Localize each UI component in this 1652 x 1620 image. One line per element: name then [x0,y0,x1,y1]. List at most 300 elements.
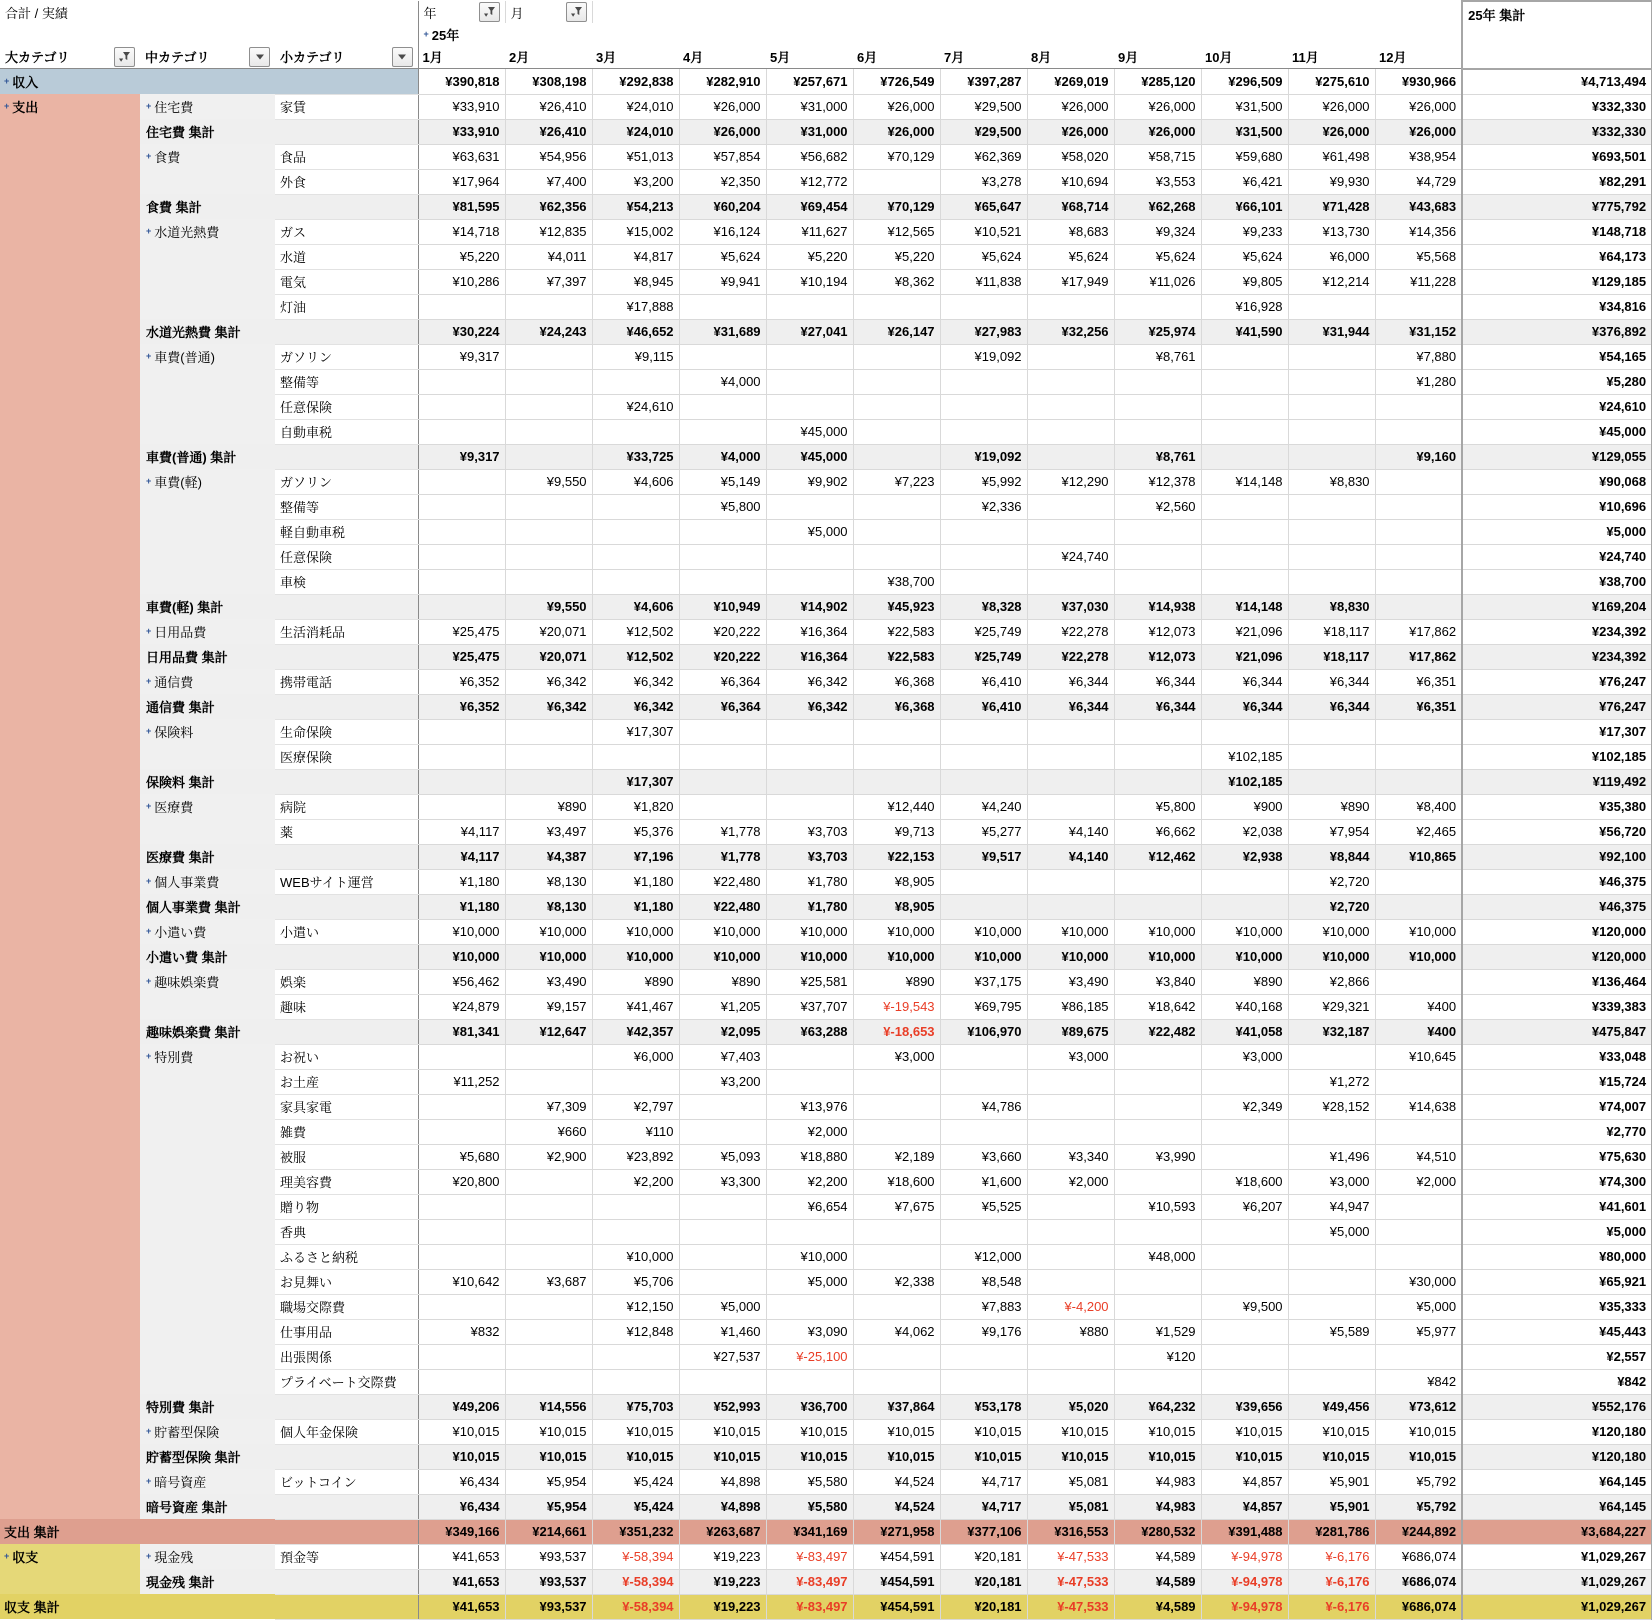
cell-month-2[interactable]: ¥8,130 [505,894,592,919]
cell-sub-category[interactable] [275,944,418,969]
cell-month-2[interactable] [505,1069,592,1094]
cell-sub-category[interactable] [275,1594,418,1619]
cell-month-11[interactable]: ¥71,428 [1288,194,1375,219]
cell-month-5[interactable]: ¥10,000 [766,919,853,944]
cell-mid-category[interactable] [140,269,275,294]
cell-month-10[interactable]: ¥31,500 [1201,119,1288,144]
cell-month-11[interactable]: ¥2,720 [1288,894,1375,919]
cell-month-3[interactable]: ¥5,376 [592,819,679,844]
cell-month-4[interactable]: ¥52,993 [679,1394,766,1419]
cell-month-7[interactable]: ¥10,015 [940,1419,1027,1444]
expand-button[interactable]: + [4,101,10,111]
cell-major-category[interactable] [0,1094,140,1119]
cell-month-8[interactable]: ¥10,000 [1027,944,1114,969]
cell-month-2[interactable]: ¥308,198 [505,69,592,95]
cell-sub-category[interactable]: 任意保険 [275,394,418,419]
cell-month-5[interactable]: ¥12,772 [766,169,853,194]
cell-month-7[interactable]: ¥25,749 [940,619,1027,644]
cell-month-12[interactable]: ¥244,892 [1375,1519,1462,1544]
cell-month-10[interactable] [1201,869,1288,894]
cell-month-9[interactable] [1114,1094,1201,1119]
cell-month-1[interactable]: ¥10,286 [418,269,505,294]
cell-month-2[interactable]: ¥9,157 [505,994,592,1019]
cell-month-11[interactable]: ¥8,830 [1288,594,1375,619]
cell-sub-category[interactable]: 軽自動車税 [275,519,418,544]
cell-year-total[interactable]: ¥120,180 [1462,1444,1652,1469]
cell-month-10[interactable] [1201,419,1288,444]
cell-month-2[interactable]: ¥93,537 [505,1594,592,1619]
cell-month-4[interactable]: ¥1,460 [679,1319,766,1344]
cell-sub-category[interactable]: ビットコイン [275,1469,418,1494]
mid-category-field-cell[interactable] [140,45,275,69]
cell-month-8[interactable]: ¥3,000 [1027,1044,1114,1069]
cell-month-1[interactable] [418,719,505,744]
cell-year-total[interactable]: ¥775,792 [1462,194,1652,219]
cell-month-7[interactable] [940,419,1027,444]
cell-month-6[interactable] [853,1244,940,1269]
cell-sub-category[interactable] [275,644,418,669]
cell-month-4[interactable]: ¥4,000 [679,369,766,394]
cell-sub-category[interactable]: 家賃 [275,94,418,119]
cell-sub-category[interactable]: 個人年金保険 [275,1419,418,1444]
cell-month-7[interactable]: ¥4,717 [940,1494,1027,1519]
cell-month-11[interactable]: ¥5,000 [1288,1219,1375,1244]
cell-month-7[interactable]: ¥12,000 [940,1244,1027,1269]
cell-month-4[interactable] [679,1369,766,1394]
cell-month-4[interactable] [679,769,766,794]
cell-month-6[interactable]: ¥8,362 [853,269,940,294]
cell-month-12[interactable] [1375,769,1462,794]
expand-button[interactable]: + [146,226,152,236]
cell-year-total[interactable]: ¥41,601 [1462,1194,1652,1219]
cell-year-total[interactable]: ¥45,443 [1462,1319,1652,1344]
cell-month-12[interactable] [1375,719,1462,744]
cell-month-10[interactable]: ¥10,000 [1201,919,1288,944]
cell-month-3[interactable]: ¥10,000 [592,1244,679,1269]
cell-month-2[interactable]: ¥12,647 [505,1019,592,1044]
cell-year-total[interactable]: ¥129,055 [1462,444,1652,469]
cell-month-12[interactable] [1375,594,1462,619]
cell-year-total[interactable]: ¥24,740 [1462,544,1652,569]
cell-mid-category[interactable]: 車費(軽) 集計 [140,594,275,619]
cell-month-10[interactable] [1201,544,1288,569]
cell-month-10[interactable]: ¥39,656 [1201,1394,1288,1419]
cell-month-12[interactable]: ¥38,954 [1375,144,1462,169]
cell-month-7[interactable]: ¥8,548 [940,1269,1027,1294]
cell-month-3[interactable]: ¥6,342 [592,669,679,694]
cell-month-2[interactable]: ¥2,900 [505,1144,592,1169]
cell-mid-category[interactable]: + 貯蓄型保険 [140,1419,275,1444]
cell-mid-category[interactable] [140,1244,275,1269]
cell-month-3[interactable]: ¥292,838 [592,69,679,95]
cell-month-4[interactable]: ¥3,200 [679,1069,766,1094]
cell-month-2[interactable]: ¥10,015 [505,1444,592,1469]
cell-month-3[interactable]: ¥110 [592,1119,679,1144]
cell-month-8[interactable] [1027,894,1114,919]
cell-month-3[interactable]: ¥1,180 [592,894,679,919]
cell-major-category[interactable] [0,894,140,919]
cell-mid-category[interactable] [140,1219,275,1244]
cell-month-10[interactable]: ¥5,624 [1201,244,1288,269]
cell-month-7[interactable]: ¥5,277 [940,819,1027,844]
cell-month-1[interactable]: ¥1,180 [418,869,505,894]
cell-month-4[interactable]: ¥6,364 [679,694,766,719]
cell-month-8[interactable]: ¥4,140 [1027,819,1114,844]
cell-month-2[interactable]: ¥10,000 [505,944,592,969]
cell-month-10[interactable] [1201,1119,1288,1144]
cell-month-10[interactable]: ¥9,500 [1201,1294,1288,1319]
cell-month-6[interactable]: ¥726,549 [853,69,940,95]
cell-month-3[interactable] [592,419,679,444]
cell-month-2[interactable] [505,1194,592,1219]
cell-major-category[interactable]: 支出 集計 [0,1519,140,1544]
cell-month-9[interactable]: ¥10,015 [1114,1419,1201,1444]
cell-sub-category[interactable]: 整備等 [275,494,418,519]
cell-month-1[interactable]: ¥390,818 [418,69,505,95]
cell-month-8[interactable] [1027,444,1114,469]
cell-month-8[interactable] [1027,519,1114,544]
cell-month-9[interactable]: ¥6,344 [1114,694,1201,719]
cell-month-8[interactable] [1027,869,1114,894]
cell-month-11[interactable]: ¥6,000 [1288,244,1375,269]
cell-mid-category[interactable] [140,1144,275,1169]
cell-major-category[interactable] [0,169,140,194]
cell-sub-category[interactable]: お見舞い [275,1269,418,1294]
cell-month-4[interactable] [679,344,766,369]
cell-month-8[interactable] [1027,494,1114,519]
cell-month-6[interactable]: ¥6,368 [853,694,940,719]
cell-month-7[interactable]: ¥27,983 [940,319,1027,344]
cell-mid-category[interactable] [140,494,275,519]
cell-month-1[interactable]: ¥63,631 [418,144,505,169]
cell-month-12[interactable]: ¥26,000 [1375,94,1462,119]
cell-major-category[interactable] [0,269,140,294]
cell-month-5[interactable] [766,369,853,394]
cell-month-5[interactable]: ¥3,090 [766,1319,853,1344]
cell-month-9[interactable] [1114,419,1201,444]
cell-month-6[interactable]: ¥-18,653 [853,1019,940,1044]
cell-month-9[interactable]: ¥4,589 [1114,1544,1201,1569]
cell-month-7[interactable]: ¥6,410 [940,694,1027,719]
month-field-cell[interactable] [505,1,592,23]
cell-month-11[interactable] [1288,369,1375,394]
cell-sub-category[interactable] [275,594,418,619]
cell-mid-category[interactable] [140,369,275,394]
cell-year-total[interactable]: ¥693,501 [1462,144,1652,169]
cell-year-total[interactable]: ¥74,007 [1462,1094,1652,1119]
month-column-header[interactable]: 6月 [853,45,940,69]
cell-month-7[interactable]: ¥20,181 [940,1594,1027,1619]
expand-button[interactable]: + [146,476,152,486]
cell-month-4[interactable]: ¥16,124 [679,219,766,244]
cell-year-total[interactable]: ¥5,280 [1462,369,1652,394]
cell-major-category[interactable] [0,394,140,419]
cell-major-category[interactable] [0,694,140,719]
cell-month-1[interactable] [418,519,505,544]
cell-month-3[interactable]: ¥10,000 [592,919,679,944]
cell-month-1[interactable]: ¥6,352 [418,669,505,694]
cell-month-8[interactable]: ¥12,290 [1027,469,1114,494]
cell-mid-category[interactable]: 車費(普通) 集計 [140,444,275,469]
cell-sub-category[interactable]: 雑費 [275,1119,418,1144]
cell-month-4[interactable]: ¥5,000 [679,1294,766,1319]
cell-month-11[interactable]: ¥-6,176 [1288,1544,1375,1569]
cell-month-1[interactable] [418,494,505,519]
cell-year-total[interactable]: ¥332,330 [1462,94,1652,119]
cell-major-category[interactable] [0,1144,140,1169]
cell-year-total[interactable]: ¥842 [1462,1369,1652,1394]
cell-month-8[interactable] [1027,744,1114,769]
cell-month-6[interactable] [853,1094,940,1119]
cell-month-12[interactable]: ¥5,000 [1375,1294,1462,1319]
expand-button[interactable]: + [146,926,152,936]
cell-month-6[interactable]: ¥26,000 [853,94,940,119]
cell-month-10[interactable]: ¥10,015 [1201,1444,1288,1469]
cell-month-4[interactable]: ¥60,204 [679,194,766,219]
cell-month-8[interactable]: ¥26,000 [1027,119,1114,144]
cell-month-4[interactable]: ¥1,778 [679,844,766,869]
cell-mid-category[interactable]: + 小遣い費 [140,919,275,944]
cell-month-7[interactable]: ¥20,181 [940,1569,1027,1594]
cell-month-10[interactable] [1201,1144,1288,1169]
cell-month-11[interactable] [1288,1044,1375,1069]
cell-mid-category[interactable]: 趣味娯楽費 集計 [140,1019,275,1044]
cell-month-8[interactable]: ¥6,344 [1027,669,1114,694]
cell-month-4[interactable]: ¥4,898 [679,1494,766,1519]
cell-month-7[interactable] [940,869,1027,894]
cell-major-category[interactable] [0,1469,140,1494]
cell-month-6[interactable]: ¥7,223 [853,469,940,494]
cell-month-10[interactable]: ¥2,349 [1201,1094,1288,1119]
cell-month-12[interactable] [1375,1119,1462,1144]
cell-month-10[interactable]: ¥21,096 [1201,619,1288,644]
cell-year-total[interactable]: ¥102,185 [1462,744,1652,769]
cell-month-7[interactable]: ¥4,240 [940,794,1027,819]
cell-month-12[interactable]: ¥2,000 [1375,1169,1462,1194]
cell-month-6[interactable] [853,344,940,369]
cell-month-4[interactable] [679,394,766,419]
cell-month-6[interactable] [853,1119,940,1144]
cell-month-6[interactable] [853,519,940,544]
cell-month-1[interactable]: ¥25,475 [418,619,505,644]
cell-month-1[interactable]: ¥832 [418,1319,505,1344]
cell-month-9[interactable] [1114,769,1201,794]
cell-mid-category[interactable] [140,1294,275,1319]
cell-sub-category[interactable] [275,694,418,719]
cell-month-1[interactable]: ¥56,462 [418,969,505,994]
cell-month-8[interactable]: ¥10,015 [1027,1419,1114,1444]
cell-month-1[interactable] [418,294,505,319]
cell-mid-category[interactable] [140,544,275,569]
cell-sub-category[interactable]: 贈り物 [275,1194,418,1219]
cell-month-8[interactable]: ¥17,949 [1027,269,1114,294]
cell-month-6[interactable]: ¥22,153 [853,844,940,869]
cell-month-3[interactable]: ¥42,357 [592,1019,679,1044]
cell-month-3[interactable]: ¥351,232 [592,1519,679,1544]
cell-month-3[interactable]: ¥12,848 [592,1319,679,1344]
cell-month-10[interactable]: ¥9,805 [1201,269,1288,294]
cell-month-1[interactable] [418,1194,505,1219]
cell-year-total[interactable]: ¥74,300 [1462,1169,1652,1194]
cell-month-4[interactable]: ¥10,000 [679,944,766,969]
cell-month-3[interactable]: ¥54,213 [592,194,679,219]
cell-major-category[interactable] [0,1044,140,1069]
cell-mid-category[interactable] [140,69,275,95]
cell-month-7[interactable]: ¥4,786 [940,1094,1027,1119]
mid-category-dropdown-button[interactable] [249,47,270,67]
cell-major-category[interactable] [0,144,140,169]
cell-month-4[interactable]: ¥26,000 [679,119,766,144]
cell-month-12[interactable]: ¥10,015 [1375,1419,1462,1444]
cell-month-11[interactable]: ¥28,152 [1288,1094,1375,1119]
cell-month-4[interactable]: ¥22,480 [679,869,766,894]
cell-month-12[interactable] [1375,1069,1462,1094]
cell-major-category[interactable] [0,1569,140,1594]
cell-major-category[interactable] [0,744,140,769]
cell-month-8[interactable]: ¥10,000 [1027,919,1114,944]
cell-month-11[interactable]: ¥5,901 [1288,1469,1375,1494]
cell-month-8[interactable] [1027,1094,1114,1119]
cell-month-6[interactable]: ¥890 [853,969,940,994]
cell-month-3[interactable]: ¥1,820 [592,794,679,819]
cell-month-12[interactable]: ¥4,510 [1375,1144,1462,1169]
cell-month-2[interactable]: ¥6,342 [505,669,592,694]
cell-month-3[interactable] [592,1194,679,1219]
cell-month-10[interactable] [1201,719,1288,744]
cell-month-3[interactable]: ¥12,150 [592,1294,679,1319]
cell-month-2[interactable] [505,1344,592,1369]
cell-year-total[interactable]: ¥5,000 [1462,519,1652,544]
cell-month-1[interactable]: ¥4,117 [418,844,505,869]
cell-month-10[interactable]: ¥6,207 [1201,1194,1288,1219]
cell-month-2[interactable]: ¥26,410 [505,119,592,144]
cell-month-8[interactable]: ¥5,081 [1027,1494,1114,1519]
cell-sub-category[interactable]: ガソリン [275,469,418,494]
cell-month-9[interactable] [1114,1119,1201,1144]
cell-month-11[interactable]: ¥3,000 [1288,1169,1375,1194]
cell-major-category[interactable] [0,1269,140,1294]
cell-month-7[interactable]: ¥10,000 [940,919,1027,944]
cell-month-2[interactable]: ¥20,071 [505,619,592,644]
cell-sub-category[interactable]: 病院 [275,794,418,819]
cell-year-total[interactable]: ¥46,375 [1462,894,1652,919]
cell-sub-category[interactable]: 家具家電 [275,1094,418,1119]
cell-month-10[interactable] [1201,344,1288,369]
cell-month-5[interactable]: ¥18,880 [766,1144,853,1169]
cell-month-1[interactable]: ¥41,653 [418,1569,505,1594]
cell-month-11[interactable]: ¥2,866 [1288,969,1375,994]
cell-month-7[interactable] [940,769,1027,794]
cell-mid-category[interactable]: 住宅費 集計 [140,119,275,144]
cell-month-10[interactable]: ¥4,857 [1201,1494,1288,1519]
cell-month-12[interactable] [1375,494,1462,519]
expand-button[interactable]: + [4,76,10,86]
cell-month-1[interactable] [418,1244,505,1269]
cell-month-1[interactable]: ¥9,317 [418,444,505,469]
cell-month-7[interactable] [940,1069,1027,1094]
cell-month-11[interactable]: ¥5,589 [1288,1319,1375,1344]
cell-month-1[interactable] [418,1369,505,1394]
cell-month-10[interactable] [1201,1344,1288,1369]
cell-month-5[interactable] [766,1294,853,1319]
cell-month-11[interactable]: ¥10,000 [1288,919,1375,944]
cell-month-12[interactable]: ¥10,645 [1375,1044,1462,1069]
cell-month-11[interactable] [1288,1244,1375,1269]
cell-month-11[interactable] [1288,719,1375,744]
cell-sub-category[interactable] [275,69,418,95]
expand-button[interactable]: + [146,101,152,111]
cell-month-5[interactable]: ¥6,342 [766,669,853,694]
month-column-header[interactable]: 12月 [1375,45,1462,69]
cell-month-11[interactable]: ¥26,000 [1288,119,1375,144]
cell-month-7[interactable]: ¥5,525 [940,1194,1027,1219]
cell-month-4[interactable] [679,1194,766,1219]
cell-major-category[interactable] [0,1244,140,1269]
cell-month-6[interactable]: ¥18,600 [853,1169,940,1194]
cell-month-3[interactable]: ¥12,502 [592,619,679,644]
cell-month-5[interactable]: ¥5,000 [766,1269,853,1294]
cell-month-11[interactable] [1288,444,1375,469]
cell-month-12[interactable]: ¥17,862 [1375,619,1462,644]
cell-mid-category[interactable] [140,244,275,269]
cell-mid-category[interactable] [140,419,275,444]
cell-month-11[interactable]: ¥18,117 [1288,644,1375,669]
cell-major-category[interactable] [0,569,140,594]
cell-sub-category[interactable]: 生活消耗品 [275,619,418,644]
cell-mid-category[interactable]: + 医療費 [140,794,275,819]
cell-sub-category[interactable] [275,769,418,794]
cell-month-5[interactable] [766,1219,853,1244]
cell-month-10[interactable]: ¥16,928 [1201,294,1288,319]
cell-month-6[interactable] [853,1219,940,1244]
cell-major-category[interactable] [0,1194,140,1219]
cell-sub-category[interactable]: 生命保険 [275,719,418,744]
cell-year-total[interactable]: ¥234,392 [1462,619,1652,644]
cell-month-8[interactable]: ¥26,000 [1027,94,1114,119]
cell-month-6[interactable]: ¥4,524 [853,1469,940,1494]
cell-month-5[interactable] [766,1069,853,1094]
cell-major-category[interactable] [0,1494,140,1519]
cell-month-9[interactable] [1114,894,1201,919]
cell-month-7[interactable]: ¥397,287 [940,69,1027,95]
cell-month-9[interactable]: ¥12,462 [1114,844,1201,869]
cell-month-11[interactable] [1288,1369,1375,1394]
cell-major-category[interactable] [0,369,140,394]
cell-month-9[interactable]: ¥1,529 [1114,1319,1201,1344]
cell-mid-category[interactable] [140,294,275,319]
cell-mid-category[interactable] [140,1069,275,1094]
cell-month-8[interactable]: ¥-47,533 [1027,1594,1114,1619]
cell-month-10[interactable]: ¥18,600 [1201,1169,1288,1194]
cell-month-10[interactable]: ¥2,038 [1201,819,1288,844]
cell-sub-category[interactable]: 灯油 [275,294,418,319]
cell-month-10[interactable]: ¥890 [1201,969,1288,994]
cell-month-10[interactable]: ¥-94,978 [1201,1594,1288,1619]
cell-month-9[interactable]: ¥18,642 [1114,994,1201,1019]
cell-month-7[interactable]: ¥19,092 [940,344,1027,369]
cell-major-category[interactable]: + 支出 [0,94,140,119]
cell-month-9[interactable] [1114,1169,1201,1194]
cell-major-category[interactable] [0,1069,140,1094]
cell-month-12[interactable] [1375,419,1462,444]
cell-month-8[interactable] [1027,794,1114,819]
year-filter-button[interactable] [479,2,500,22]
cell-major-category[interactable] [0,294,140,319]
month-column-header[interactable]: 7月 [940,45,1027,69]
cell-month-7[interactable]: ¥11,838 [940,269,1027,294]
cell-month-8[interactable]: ¥32,256 [1027,319,1114,344]
cell-major-category[interactable] [0,719,140,744]
